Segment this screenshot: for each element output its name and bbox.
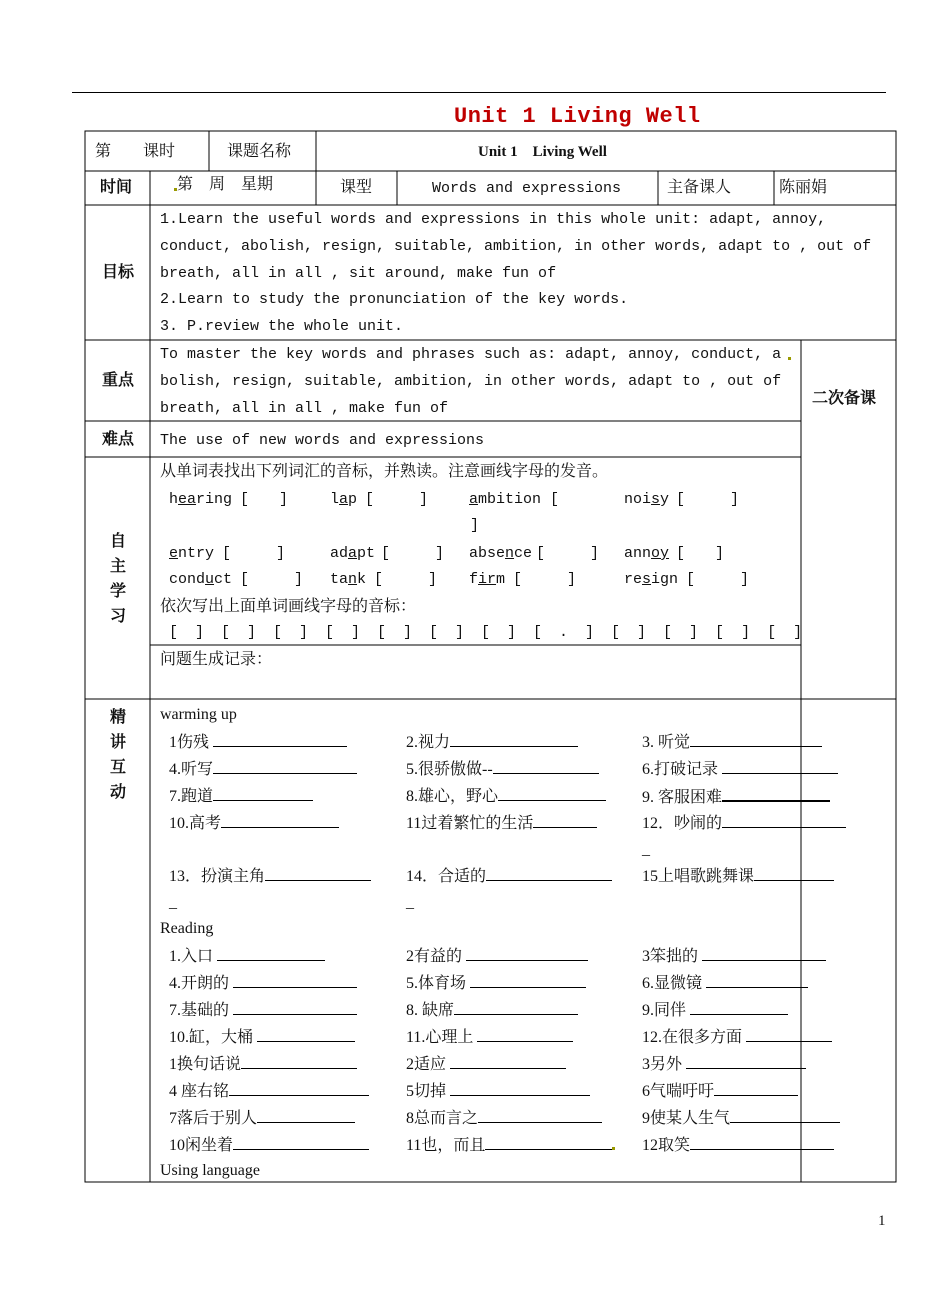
vocab-item: 14．合适的 xyxy=(406,866,612,887)
key-point-line: breath, all in all , make fun of xyxy=(160,400,449,417)
vocab-item: 10.高考 xyxy=(169,813,339,834)
vocab-item: 6.打破记录 xyxy=(642,759,838,780)
phonetic-bracket: [ ] xyxy=(222,545,286,562)
preparer-label: 主备课人 xyxy=(667,179,732,196)
vocab-item: 7落后于别人 xyxy=(169,1108,355,1129)
vocab-item: 2.视力 xyxy=(406,732,578,753)
goal-line: conduct, abolish, resign, suitable, ambition, in other words, adapt to , out of xyxy=(160,238,872,255)
interaction-label: 精 讲 互 动 xyxy=(109,707,126,801)
vocab-item: 15上唱歌跳舞课 xyxy=(642,866,834,887)
phonetic-bracket: [ ] xyxy=(374,571,438,588)
phonetic-bracket: [ ] xyxy=(365,491,429,508)
phonetic-word: conduct xyxy=(169,571,233,588)
vocab-item: 10.缸，大桶 xyxy=(169,1027,355,1048)
phonetic-bracket: [ ] xyxy=(536,545,600,562)
time-label: 时间 xyxy=(100,179,133,196)
vocab-item: 6.显微镜 xyxy=(642,973,808,994)
vocab-item: 11也，而且 xyxy=(406,1135,615,1156)
vocab-item: 8. 缺席 xyxy=(406,1000,578,1021)
vocab-item: 1.入口 xyxy=(169,946,325,967)
phonetic-word: noisy xyxy=(624,491,670,508)
phonetic-answer-brackets: [ ] [ ] [ ] [ ] [ ] [ ] [ ] [ . ] [ ] [ ] [ ] [ ] xyxy=(169,624,803,641)
self-study-label: 自 主 学 习 xyxy=(109,531,126,625)
document-title: Unit 1 Living Well xyxy=(454,104,701,129)
phonetic-word: lap xyxy=(330,491,358,508)
goal-line: 1.Learn the useful words and expressions in this whole unit: adapt, annoy, xyxy=(160,211,827,228)
vocab-item: 3另外 xyxy=(642,1054,806,1075)
using-language-heading: Using language xyxy=(160,1162,260,1179)
blank-wrap: _ xyxy=(169,894,177,911)
blank-wrap: _ xyxy=(642,841,650,858)
header-rule xyxy=(72,92,886,93)
goals-label: 目标 xyxy=(102,264,135,281)
vocab-item: 5切掉 xyxy=(406,1081,590,1102)
phonetic-word: annoy xyxy=(624,545,670,562)
vocab-item: 8总而言之 xyxy=(406,1108,602,1129)
goal-line: 3. P.review the whole unit. xyxy=(160,318,404,335)
preparer-name: 陈丽娟 xyxy=(779,179,828,196)
vocab-item: 4.听写 xyxy=(169,759,357,780)
self-study-instruction-2: 依次写出上面单词画线字母的音标： xyxy=(160,598,417,615)
vocab-item: 2适应 xyxy=(406,1054,566,1075)
vocab-item: 10闲坐着 xyxy=(169,1135,369,1156)
vocab-item: 11.心理上 xyxy=(406,1027,573,1048)
phonetic-word: entry xyxy=(169,545,215,562)
stray-dot xyxy=(788,357,791,360)
second-prep-label: 二次备课 xyxy=(812,390,877,407)
difficulties-text: The use of new words and expressions xyxy=(160,432,485,449)
vocab-item: 8.雄心，野心 xyxy=(406,786,606,807)
blank-wrap: _ xyxy=(406,894,414,911)
phonetic-word: tank xyxy=(330,571,367,588)
phonetic-word: absence xyxy=(469,545,533,562)
phonetic-bracket: [ ] xyxy=(513,571,577,588)
vocab-item: 9. 客服困难 xyxy=(642,786,830,808)
period-label: 第 课时 xyxy=(95,143,176,160)
vocab-item: 11过着繁忙的生活 xyxy=(406,813,597,834)
phonetic-word: hearing xyxy=(169,491,233,508)
phonetic-bracket: [ ] xyxy=(240,571,304,588)
difficulties-label: 难点 xyxy=(102,431,135,448)
phonetic-word: resign xyxy=(624,571,679,588)
phonetic-bracket: [ ] xyxy=(676,491,740,508)
phonetic-word: adapt xyxy=(330,545,376,562)
vocab-item: 4.开朗的 xyxy=(169,973,357,994)
time-value: 第 周 星期 xyxy=(177,176,274,193)
phonetic-bracket: [ xyxy=(550,491,560,508)
vocab-item: 12．吵闹的 xyxy=(642,813,846,834)
vocab-item: 12.在很多方面 xyxy=(642,1027,832,1048)
vocab-item: 9使某人生气 xyxy=(642,1108,840,1129)
vocab-item: 2有益的 xyxy=(406,946,588,967)
vocab-item: 12取笑 xyxy=(642,1135,834,1156)
vocab-item: 7.基础的 xyxy=(169,1000,357,1021)
phonetic-bracket-wrap: ] xyxy=(470,517,480,534)
phonetic-bracket: [ ] xyxy=(381,545,445,562)
lesson-type-value: Words and expressions xyxy=(432,180,622,197)
phonetic-bracket: [ ] xyxy=(676,545,725,562)
vocab-item: 13．扮演主角 xyxy=(169,866,371,887)
key-point-line: To master the key words and phrases such as: adapt, annoy, conduct, a xyxy=(160,346,782,363)
page-number: 1 xyxy=(878,1213,886,1229)
reading-heading: Reading xyxy=(160,920,214,937)
stray-dot xyxy=(612,1147,615,1150)
key-point-line: bolish, resign, suitable, ambition, in other words, adapt to , out of xyxy=(160,373,782,390)
phonetic-word: ambition xyxy=(469,491,542,508)
warming-up-heading: warming up xyxy=(160,706,237,723)
self-study-instruction: 从单词表找出下列词汇的音标，并熟读。注意画线字母的发音。 xyxy=(160,463,609,480)
vocab-item: 9.同伴 xyxy=(642,1000,788,1021)
notes-label: 问题生成记录： xyxy=(160,651,273,668)
vocab-item: 6气喘吁吁 xyxy=(642,1081,798,1102)
vocab-item: 1伤残 xyxy=(169,732,347,753)
vocab-item: 5.体育场 xyxy=(406,973,586,994)
goal-line: 2.Learn to study the pronunciation of the key words. xyxy=(160,291,629,308)
topic-label: 课题名称 xyxy=(227,143,292,160)
phonetic-bracket: [ ] xyxy=(686,571,750,588)
lesson-type-label: 课型 xyxy=(340,179,373,196)
key-points-label: 重点 xyxy=(102,372,135,389)
topic-value: Unit 1 Living Well xyxy=(478,144,607,160)
phonetic-word: firm xyxy=(469,571,506,588)
phonetic-bracket: [ ] xyxy=(240,491,289,508)
goal-line: breath, all in all , sit around, make fun of xyxy=(160,265,557,282)
vocab-item: 4 座右铭 xyxy=(169,1081,369,1102)
vocab-item: 3笨拙的 xyxy=(642,946,826,967)
vocab-item: 3. 听觉 xyxy=(642,732,822,753)
vocab-item: 1换句话说 xyxy=(169,1054,357,1075)
vocab-item: 7.跑道 xyxy=(169,786,313,807)
vocab-item: 5.很骄傲做-- xyxy=(406,759,599,780)
